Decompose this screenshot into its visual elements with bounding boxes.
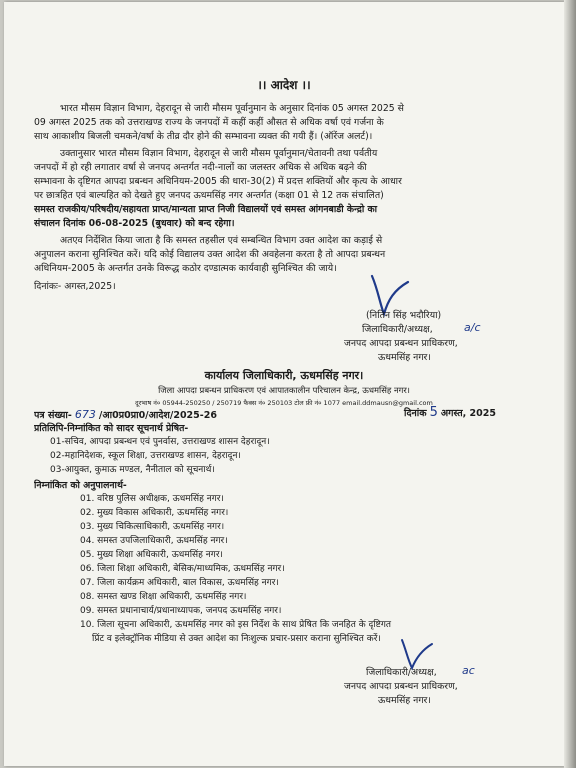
compliance-item: 10. जिला सूचना अधिकारी, ऊधमसिंह नगर को इस निर्देश के साथ प्रेषित कि जनहित के दृष्टिगत [80,620,392,630]
compliance-item: 06. जिला शिक्षा अधिकारी, बेसिक/माध्यमिक, ऊधमसिंह नगर। [80,564,285,574]
signatory-place: ऊधमसिंह नगर। [378,352,431,363]
compliance-item: 01. वरिष्ठ पुलिस अधीक्षक, ऊधमसिंह नगर। [80,494,224,504]
para2-line: उक्तानुसार भारत मौसम विज्ञान विभाग, देहरादून से जारी मौसम पूर्वानुमान/चेतावनी तथा पर्वतीय [60,148,378,159]
letter-number-label: पत्र संख्या- [34,410,72,421]
para3-line: अधिनियम-2005 के अन्तर्गत उनके विरूद्ध कठोर दण्डात्मक कार्यवाही सुनिश्चित की जाये। [34,263,337,274]
para2-line: जनपदों में हो रही लगातार वर्षा से जनपद अन्तर्गत नदी-नालों का जलस्तर अधिक से अधिक बढ़ने की [34,162,367,173]
document-page [4,2,564,766]
signatory-name: (नितिन सिंह भदौरिया) [366,310,442,321]
paper-edge-shadow [564,0,576,768]
signatory2-place: ऊधमसिंह नगर। [378,695,431,706]
letter-date-rest: अगस्त, 2025 [440,408,496,419]
copy-item: 03-आयुक्त, कुमाऊ मण्डल, नैनीताल को सूचनार्थ। [50,465,215,475]
compliance-item: 05. मुख्य शिक्षा अधिकारी, ऊधमसिंह नगर। [80,550,223,560]
compliance-item: 09. समस्त प्रधानाचार्य/प्रधानाध्यापक, जनपद ऊधमसिंह नगर। [80,606,282,616]
order-heading: ।। आदेश ।। [257,78,311,92]
copy-item: 01-सचिव, आपदा प्रबन्धन एवं पुनर्वास, उत्तराखण्ड शासन देहरादून। [50,437,270,447]
para2-line-bold: संचालन दिनांक 06-08-2025 (बुधवार) को बन्द रहेगा। [34,218,235,229]
compliance-item-continued: प्रिंट व इलेक्ट्रॉनिक मीडिया से उक्त आदेश का निःशुल्क प्रचार-प्रसार कराना सुनिश्चित करें। [92,634,381,644]
office-contact: दूरभाष नं० 05944-250250 / 250719 फैक्स नं० 250103 टोल फ्री नं० 1077 email.ddmausn@gmail.com [135,399,433,407]
compliance-item: 04. समस्त उपजिलाधिकारी, ऊधमसिंह नगर। [80,536,228,546]
office-title: कार्यालय जिलाधिकारी, ऊधमसिंह नगर। [204,369,364,382]
copy-item: 02-महानिदेशक, स्कूल शिक्षा, उत्तराखण्ड शासन, देहरादून। [50,451,241,461]
office-subtitle: जिला आपदा प्रबन्धन प्राधिकरण एवं आपातकालीन परिचालन केन्द्र, ऊधमसिंह नगर। [158,385,410,395]
signatory-authority: जनपद आपदा प्रबन्धन प्राधिकरण, [344,338,458,349]
compliance-item: 03. मुख्य चिकित्साधिकारी, ऊधमसिंह नगर। [80,522,225,532]
para1-line: भारत मौसम विज्ञान विभाग, देहरादून से जारी मौसम पूर्वानुमान के अनुसार दिनांक 05 अगस्त 2025 से [60,103,404,114]
para2-line: सम्भावना के दृष्टिगत आपदा प्रबन्धन अधिनियम-2005 की धारा-30(2) में प्रदत्त शक्तियों और कृत्य के आधार [34,176,402,187]
para2-line: पर छात्रहित एवं बाल्यहित को देखते हुए जनपद ऊधमसिंह नगर अन्तर्गत (कक्षा 01 से 12 तक संचालित) [34,190,384,201]
letter-number-rest: /आ0प्र0प्रा0/आदेश/2025-26 [98,410,217,421]
signatory-initials: a/c [464,321,481,334]
signatory2-initials: ac [462,664,475,677]
para1-line: साथ आकाशीय बिजली चमकने/वर्षा के तीव्र दौर होने की सम्भावना व्यक्त की गयी हैं। (ऑरेंज अलर्ट)। [34,131,373,142]
compliance-header: निम्नांकित को अनुपालनार्थ- [34,480,127,491]
para2-line-bold: समस्त राजकीय/परिषदीय/सहायता प्राप्त/मान्यता प्राप्त निजी विद्यालयों एवं समस्त आंगनबाडी केन्द्रो का [34,204,378,215]
para3-line: अनुपालन कराना सुनिश्चित करें। यदि कोई विद्यालय उक्त आदेश की अवहेलना करता है तो आपदा प्रबन्धन [34,249,386,260]
letter-date-handwritten: 5 [429,405,438,420]
signatory2-designation: जिलाधिकारी/अध्यक्ष, [366,667,437,678]
compliance-item: 07. जिला कार्यक्रम अधिकारी, बाल विकास, ऊधमसिंह नगर। [80,578,279,588]
letter-date-label: दिनांक [404,408,427,419]
para1-line: 09 अगस्त 2025 तक को उत्तराखण्ड राज्य के जनपदों में कहीं कहीं औसत से अधिक वर्षा एवं गर्जना के [34,117,384,128]
compliance-item: 08. समस्त खण्ड शिक्षा अधिकारी, ऊधमसिंह नगर। [80,592,247,602]
copy-header: प्रतिलिपि-निम्नांकित को सादर सूचनार्थ प्रेषित- [34,423,189,434]
letter-date [404,406,496,420]
compliance-item: 02. मुख्य विकास अधिकारी, ऊधमसिंह नगर। [80,508,229,518]
signatory-designation: जिलाधिकारी/अध्यक्ष, [362,324,433,335]
para3-line: अतएव निर्देशित किया जाता है कि समस्त तहसील एवं सम्बन्धित विभाग उक्त आदेश का कड़ाई से [60,235,383,246]
letter-number-handwritten: 673 [74,408,96,421]
date-line: दिनांकः- अगस्त,2025। [34,281,116,292]
signatory2-authority: जनपद आपदा प्रबन्धन प्राधिकरण, [344,681,458,692]
